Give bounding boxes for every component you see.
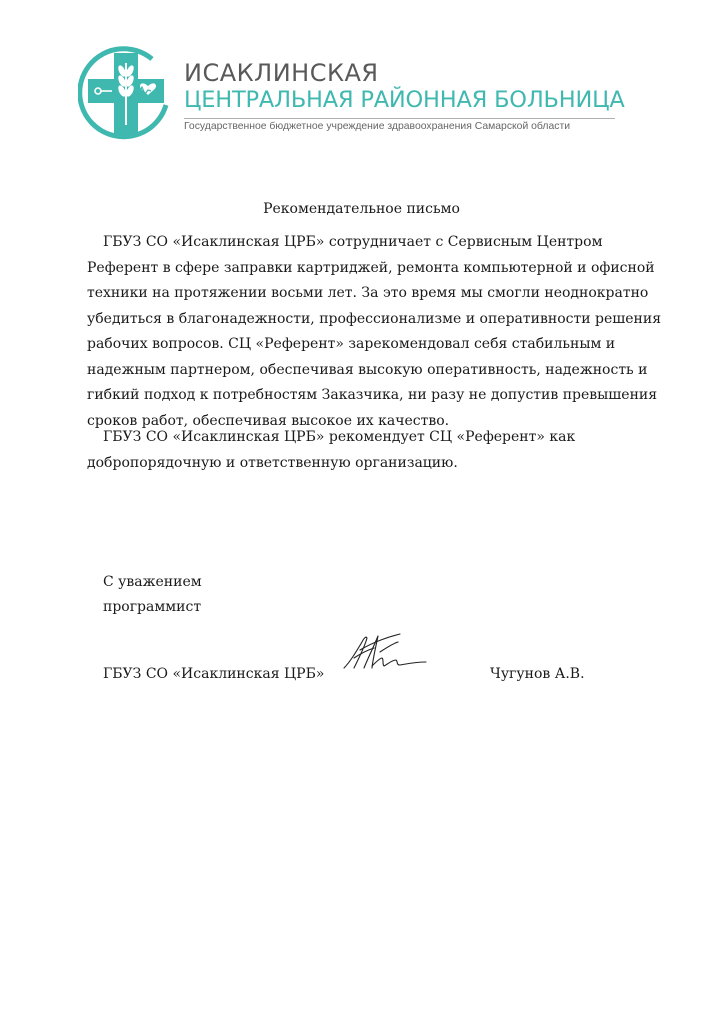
letterhead xyxy=(78,45,638,145)
org-name-line1: ИСАКЛИНСКАЯ xyxy=(184,59,379,87)
signatory-name: Чугунов А.В. xyxy=(490,666,585,682)
org-subtitle: Государственное бюджетное учреждение здравоохранения Самарской области xyxy=(184,121,571,132)
document-title: Рекомендательное письмо xyxy=(263,201,460,217)
letterhead-divider xyxy=(184,118,615,119)
org-name-line2: ЦЕНТРАЛЬНАЯ РАЙОННАЯ БОЛЬНИЦА xyxy=(184,87,625,113)
letter-paragraph-2: ГБУЗ СО «Исаклинская ЦРБ» рекомендует СЦ «Референт» как добропорядочную и ответственную организацию. xyxy=(87,429,576,471)
signatory-organization: ГБУЗ СО «Исаклинская ЦРБ» xyxy=(103,666,325,682)
closing-block xyxy=(103,570,202,620)
letter-paragraph-1: ГБУЗ СО «Исаклинская ЦРБ» сотрудничает с Сервисным Центром Референт в сфере заправки картриджей, ремонта компьютерной и офисной техники на протяжении восьми лет. За это время мы смогли неоднократно убедиться в благонадежности, профессионализме и оперативности решения рабочих вопросов. СЦ «Референт» зарекомендовал себя стабильным и надежным партнером, обеспечивая высокую оперативность, надежность и гибкий подход к потребностям Заказчика, ни разу не допустив превышения сроков работ, обеспечивая высокое их качество. xyxy=(87,234,662,429)
closing-position: программист xyxy=(103,599,202,615)
closing-regards: С уважением xyxy=(103,574,202,590)
medical-cross-wheat-icon xyxy=(78,45,174,141)
handwritten-signature xyxy=(340,628,432,676)
